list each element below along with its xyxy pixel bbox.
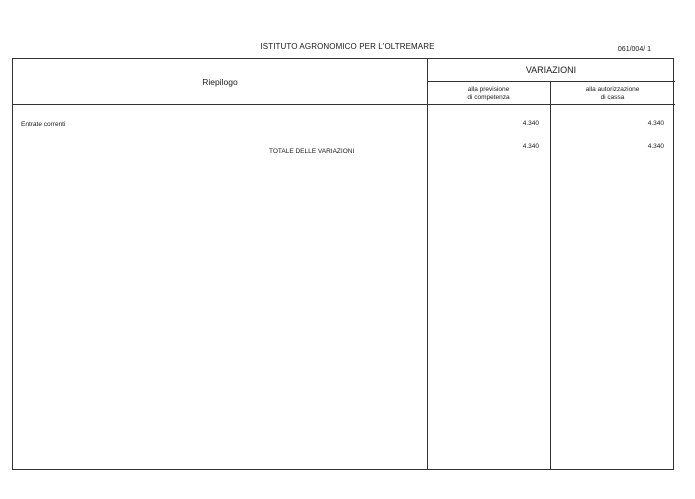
row-value-cassa: 4.340 [647,120,664,127]
riepilogo-header: Riepilogo [202,77,238,87]
summary-table [12,58,674,470]
total-label: TOTALE DELLE VARIAZIONI [269,148,355,155]
variazioni-header: VARIAZIONI [525,65,577,75]
cassa-header-line1: alla autorizzazione [585,86,640,93]
row-label-entrate-correnti: Entrate correnti [21,121,66,128]
row-value-competenza: 4.340 [522,120,539,127]
total-value-cassa: 4.340 [647,143,664,150]
document-code: 061/004/ 1 [617,46,651,53]
variazioni-header-divider [427,81,675,82]
total-value-competenza: 4.340 [522,143,539,150]
cassa-header-line2: di cassa [600,94,625,101]
cassa-column-header [550,86,675,102]
competenza-header-line2: di competenza [467,94,510,101]
column-divider-cassa [550,81,551,469]
competenza-column-header [427,86,550,102]
header-bottom-divider [13,104,675,105]
competenza-header-line1: alla previsione [467,86,510,93]
institution-title: ISTITUTO AGRONOMICO PER L'OLTREMARE [260,42,435,51]
